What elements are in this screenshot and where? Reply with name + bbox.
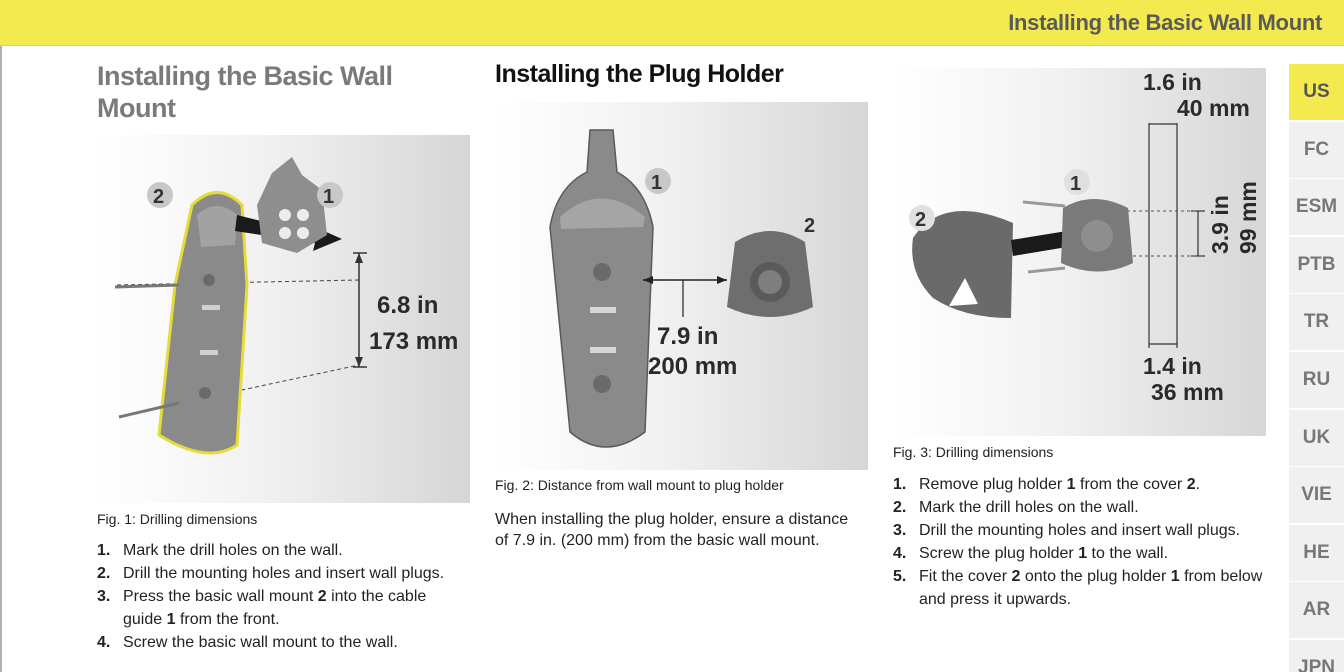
callout-1-text: 1 <box>323 186 335 208</box>
tab-tr[interactable]: TR <box>1289 294 1344 350</box>
section-title-wall-mount: Installing the Basic Wall Mount <box>97 61 393 123</box>
figure-3-drilling-dimensions <box>893 68 1266 436</box>
top-dimension-inches: 1.6 in <box>1143 69 1202 95</box>
dimension-inches: 6.8 in <box>377 292 439 319</box>
tab-ar[interactable]: AR <box>1289 582 1344 638</box>
plug-holder-steps <box>893 473 1273 611</box>
list-item: 1. Remove plug holder 1 from the cover 2. <box>893 476 1201 493</box>
tab-uk[interactable]: UK <box>1289 410 1344 466</box>
list-item: 2. Drill the mounting holes and insert wall plugs. <box>97 565 445 582</box>
tab-he[interactable]: HE <box>1289 525 1344 581</box>
bottom-dimension-mm: 36 mm <box>1151 379 1224 405</box>
list-item: 3. Press the basic wall mount 2 into the cable guide 1 from the front. <box>97 588 427 628</box>
page-left-border <box>0 0 2 672</box>
dimension-mm: 200 mm <box>648 353 738 380</box>
top-dimension-mm: 40 mm <box>1177 95 1250 121</box>
bottom-dimension-inches: 1.4 in <box>1143 353 1202 379</box>
callout-2-text: 2 <box>153 186 165 208</box>
tab-fc[interactable]: FC <box>1289 122 1344 178</box>
list-item: 4. Screw the basic wall mount to the wall. <box>97 634 398 651</box>
dimension-mm: 173 mm <box>369 328 459 355</box>
header-title: Installing the Basic Wall Mount <box>1008 10 1322 35</box>
plug-holder-paragraph: When installing the plug holder, ensure a distance of 7.9 in. (200 mm) from the basic wall mount. <box>495 511 849 549</box>
tab-jpn[interactable]: JPN <box>1289 640 1344 672</box>
tab-ru[interactable]: RU <box>1289 352 1344 408</box>
list-item: 5. Fit the cover 2 onto the plug holder 1 from below and press it upwards. <box>893 568 1263 608</box>
callout-1-text: 1 <box>651 172 663 194</box>
wall-mount-steps <box>97 539 467 654</box>
figure-3-caption: Fig. 3: Drilling dimensions <box>893 444 1054 460</box>
tab-esm[interactable]: ESM <box>1289 179 1344 235</box>
callout-2-text: 2 <box>804 215 816 237</box>
right-dimension-mm: 99 mm <box>1235 181 1261 254</box>
figure-2-plug-holder <box>495 102 868 470</box>
list-item: 3. Drill the mounting holes and insert wall plugs. <box>893 522 1241 539</box>
figure-1-wall-mount <box>97 135 470 503</box>
header-bar <box>0 0 1344 46</box>
section-title-plug-holder: Installing the Plug Holder <box>495 60 784 88</box>
tab-vie[interactable]: VIE <box>1289 467 1344 523</box>
figure-1-caption: Fig. 1: Drilling dimensions <box>97 511 258 527</box>
callout-1-text: 1 <box>1070 173 1082 195</box>
callout-2-text: 2 <box>915 209 927 231</box>
figure-2-caption: Fig. 2: Distance from wall mount to plug holder <box>495 477 784 493</box>
tab-us[interactable]: US <box>1289 64 1344 120</box>
language-tabs <box>1289 64 1344 672</box>
list-item: 2. Mark the drill holes on the wall. <box>893 499 1139 516</box>
tab-ptb[interactable]: PTB <box>1289 237 1344 293</box>
dimension-inches: 7.9 in <box>657 323 719 350</box>
list-item: 4. Screw the plug holder 1 to the wall. <box>893 545 1169 562</box>
list-item: 1. Mark the drill holes on the wall. <box>97 542 343 559</box>
right-dimension-inches: 3.9 in <box>1207 195 1233 254</box>
